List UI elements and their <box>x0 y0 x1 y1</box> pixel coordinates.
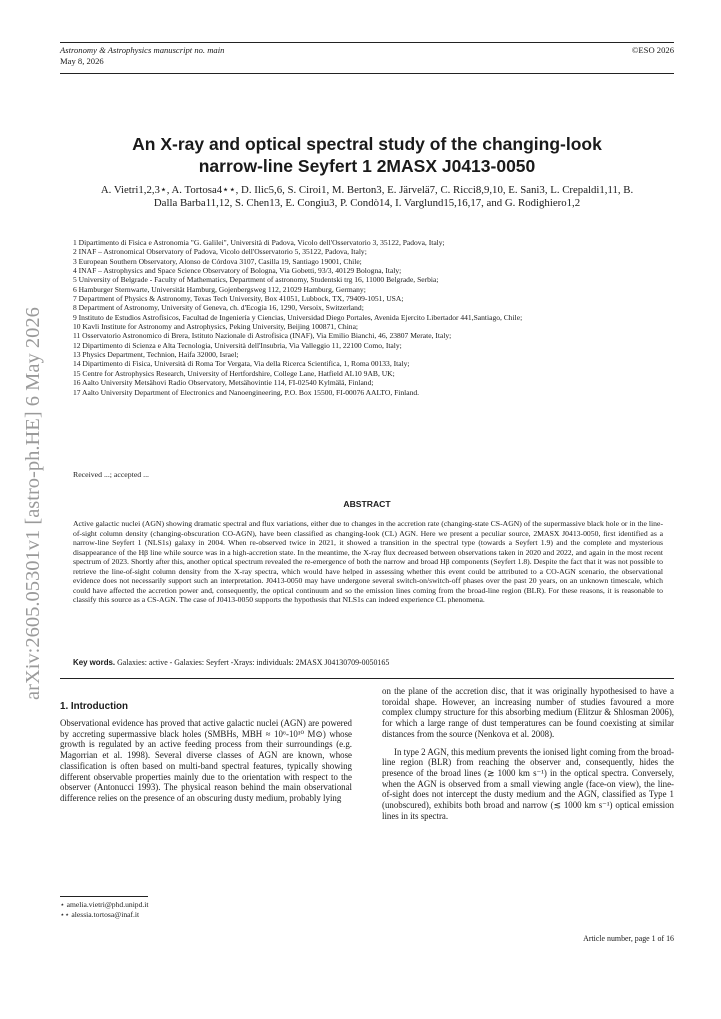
footnotes <box>60 900 149 919</box>
section-divider <box>60 678 674 679</box>
footnote-email-2: ⋆⋆ alessia.tortosa@inaf.it <box>60 909 140 919</box>
affiliation-item: 1 Dipartimento di Fisica e Astronomia "G. Galilei", Università di Padova, Vicolo dell'Osservatorio 3, 35122, Padova, Italy; <box>73 238 445 247</box>
affiliation-item: 6 Hamburger Sternwarte, Universität Hamburg, Gojenbergsweg 112, 21029 Hamburg, Germany; <box>73 284 366 294</box>
affiliation-item: 11 Osservatorio Astronomico di Brera, Istituto Nazionale di Astrofisica (INAF), Via Emilio Bianchi, 46, 23807 Merate, Italy; <box>73 331 452 341</box>
affiliation-item: 8 Department of Astronomy, University of Geneva, ch. d'Ecogia 16, 1290, Versoix, Switzerland; <box>73 303 364 313</box>
abstract-text: Active galactic nuclei (AGN) showing dramatic spectral and flux variations, either due to changes in the accretion rate (changing-state CS-AGN) of the supermassive black hole or in the line-of-sight column density (changing-obscuration CO-AGN), have been classified as changing-look (CL) AGN. Here we present a peculiar source, 2MASX J0413-0050, first identified as a narrow-line Seyfert 1 (NLS1s) galaxy in 2004. When re-observed twice in 2021, it showed a transition in the spectral type (towards a Seyfert 1.9) and the complete and mysterious disappearance of the Hβ line while source was in a high-accretion state. In the meantime, the X-ray flux decreased between observations taken in 2020 and 2022, and again in the most recent spectrum of 2023. Shortly after this, another optical spectrum revealed the re-emergence of both the narrow and broad Hβ components (Seyfert 1.8). Despite the fact that it was not possible to retrieve the line-of-sight column density from the X-ray spectra, which would have helped in assessing whether this event could be attributed to a CO-AGN scenario, the observational evidence does not necessarily support such an interpretation. J0413-0050 may have undergone several switch-on/switch-off phases over the past 20 years, on an unknown timescale, which could have affected the accretion power and, consequently, the optical continuum and so the emission lines coming from the broad-line region (BLR). For these reasons, it is reasonable to classify this source as a CS-AGN. The case of J0413-0050 supports the hypothesis that NLS1s can indeed experience CL phenomena. <box>73 519 663 605</box>
keywords <box>73 658 673 667</box>
title-line-2: narrow-line Seyfert 1 2MASX J0413-0050 <box>198 156 536 176</box>
received-line: Received ...; accepted ... <box>73 470 149 479</box>
authors-line-1: A. Vietri1,2,3⋆, A. Tortosa4⋆⋆, D. Ilic5,6, S. Ciroi1, M. Berton3, E. Järvelä7, C. Ricci8,9,10, E. Sani3, L. Crepaldi1,11, B. <box>100 184 634 196</box>
affiliations-list <box>73 238 673 397</box>
intro-paragraph-1: Observational evidence has proved that active galactic nuclei (AGN) are powered by accreting supermassive black holes (SMBHs, MBH ≈ 10⁶-10¹⁰ M⊙) whose growth is regulated by an active feeding process from their surroundings (e.g. Magorrian et al. 1998). Several diverse classes of AGN are known, whose classification is often based on multi-band spectral features, typically showing different observable properties mainly due to the orientation with respect to the observer (Antonucci 1993). The physical reason behind the main observational difference relies on the presence of an obscuring dusty medium, probably lying <box>60 718 352 803</box>
keywords-label: Key words. <box>73 658 116 667</box>
affiliation-item: 3 European Southern Observatory, Alonso de Córdova 3107, Casilla 19, Santiago 19001, Chile; <box>73 256 362 266</box>
abstract-heading: ABSTRACT <box>343 499 391 509</box>
copyright: ©ESO 2026 <box>631 45 674 55</box>
affiliation-item: 17 Aalto University Department of Electronics and Nanoengineering, P.O. Box 15500, FI-00076 AALTO, Finland. <box>73 387 420 397</box>
authors-line-2: Dalla Barba11,12, S. Chen13, E. Congiu3, P. Condò14, I. Varglund15,16,17, and G. Rodighiero1,2 <box>153 197 581 209</box>
arxiv-identifier: arXiv:2605.05301v1 [astro-ph.HE] 6 May 2026 <box>22 307 44 700</box>
affiliation-item: 15 Centre for Astrophysics Research, University of Hertfordshire, College Lane, Hatfield AL10 9AB, UK; <box>73 368 395 378</box>
affiliation-item: 14 Dipartimento di Fisica, Università di Roma Tor Vergata, Via della Ricerca Scientifica, 1, Roma 00133, Italy; <box>73 359 410 369</box>
affiliation-item: 2 INAF – Astronomical Observatory of Padova, Vicolo dell'Osservatorio 5, 35122, Padova, Italy; <box>73 247 367 257</box>
page-number: Article number, page 1 of 16 <box>583 934 674 943</box>
running-header <box>60 42 674 74</box>
affiliation-item: 13 Physics Department, Technion, Haifa 32000, Israel; <box>73 350 239 360</box>
affiliation-item: 10 Kavli Institute for Astronomy and Astrophysics, Peking University, Beijing 100871, China; <box>73 322 359 332</box>
intro-paragraph-3: In type 2 AGN, this medium prevents the ionised light coming from the broad-line region (BLR) from reaching the observer and, consequently, hides the presence of the broad lines (≳ 1000 km s⁻¹) in the optical spectra. Conversely, when the AGN is observed from a small viewing angle (face-on view), the line-of-sight does not intercept the dusty medium and the AGN, classified as Type 1 (unobscured), exhibits both broad and narrow (≲ 1000 km s⁻¹) optical emission lines in its spectra. <box>382 746 674 821</box>
affiliation-item: 5 University of Belgrade - Faculty of Mathematics, Department of astronomy, Studentski trg 16, 11000 Belgrade, Serbia; <box>73 275 439 285</box>
author-list <box>60 184 674 210</box>
footnote-rule <box>60 896 148 897</box>
arxiv-sidebar <box>6 280 48 700</box>
header-left <box>60 45 224 66</box>
paper-title <box>60 133 674 177</box>
journal-line: Astronomy & Astrophysics manuscript no. main <box>60 45 225 55</box>
affiliation-item: 4 INAF – Astrophysics and Space Science Observatory of Bologna, Via Gobetti, 93/3, 40129 Bologna, Italy; <box>73 266 402 276</box>
affiliation-item: 9 Instituto de Estudios Astrofísicos, Facultad de Ingeniería y Ciencias, Universidad Diego Portales, Avenida Ejercito Libertador 441,Santiago, Chile; <box>73 312 523 322</box>
intro-paragraph-2: on the plane of the accretion disc, that it was originally hypothesised to have a toroidal shape. However, an increasing number of studies favoured a more complex clumpy structure for this absorbing medium (Elitzur & Shlosman 2006), for which a large range of dust temperatures can be found coexisting at similar distances from the source (Nenkova et al. 2008). <box>382 686 674 739</box>
affiliation-item: 16 Aalto University Metsähovi Radio Observatory, Metsähovintie 114, FI-02540 Kylmälä, Finland; <box>73 378 374 388</box>
right-column <box>382 686 674 821</box>
left-column <box>60 718 352 804</box>
affiliation-item: 12 Dipartimento di Scienza e Alta Tecnologia, Università dell'Insubria, Via Valleggio 11, 22100 Como, Italy; <box>73 340 402 350</box>
header-date: May 8, 2026 <box>60 55 104 66</box>
footnote-email-1: ⋆ amelia.vietri@phd.unipd.it <box>60 900 149 909</box>
title-line-1: An X-ray and optical spectral study of the changing-look <box>132 134 602 154</box>
affiliation-item: 7 Department of Physics & Astronomy, Texas Tech University, Box 41051, Lubbock, TX, 79409-1051, USA; <box>73 294 404 304</box>
keywords-text: Galaxies: active - Galaxies: Seyfert -Xrays: individuals: 2MASX J04130709-0050165 <box>117 658 390 667</box>
section-heading-introduction: 1. Introduction <box>60 701 129 712</box>
